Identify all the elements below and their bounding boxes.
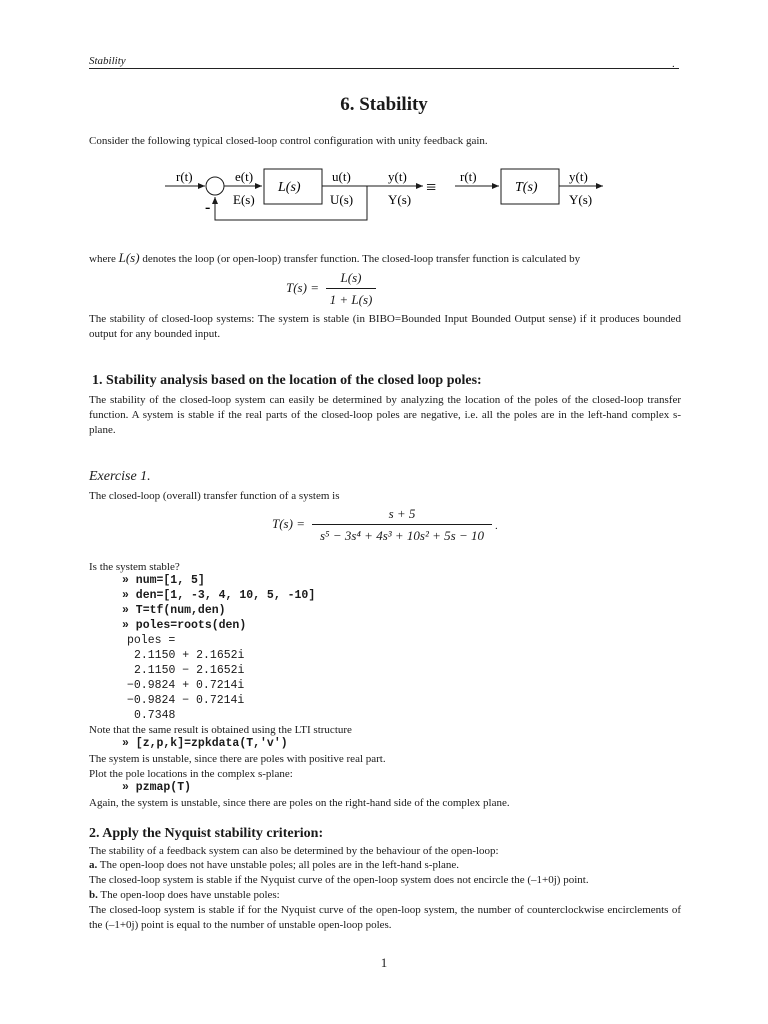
cmd-pzmap: » pzmap(T) <box>122 781 192 794</box>
plot-instruction: Plot the pole locations in the complex s-plane: <box>89 768 293 780</box>
running-header: Stability <box>89 55 126 67</box>
section2-heading: 2. Apply the Nyquist stability criterion: <box>89 826 324 841</box>
label-r: r(t) <box>176 169 193 184</box>
label-L-block: L(s) <box>278 180 301 195</box>
stability-definition: The stability of closed-loop systems: The system is stable (in BIBO=Bounded Input Bounded Output sense) if it produces bounded output for any bounded input. <box>89 313 681 340</box>
page-number: 1 <box>380 955 388 970</box>
case-a-rule: The closed-loop system is stable if the Nyquist curve of the open-loop system does not encircle the (–1+0j) point. <box>89 874 589 886</box>
page-title: 6. Stability <box>340 94 428 115</box>
case-a: a. The open-loop does not have unstable poles; all poles are in the left-hand s-plane. <box>89 859 460 871</box>
label-E: E(s) <box>233 192 255 207</box>
exercise-title: Exercise 1. <box>89 469 151 484</box>
label-minus: - <box>205 199 211 216</box>
where-line: where L(s) denotes the loop (or open-loop) transfer function. The closed-loop transfer function is calculated by <box>89 250 581 265</box>
label-equiv: ≡ <box>426 177 437 197</box>
section2-line1: The stability of a feedback system can also be determined by the behaviour of the open-loop: <box>89 845 499 857</box>
intro-text: Consider the following typical closed-loop control configuration with unity feedback gain. <box>89 135 488 147</box>
eq2-lhs: T(s) = <box>272 516 305 531</box>
label-Y: Y(s) <box>388 192 412 207</box>
pole-5: 0.7348 <box>134 709 176 722</box>
label-r2: r(t) <box>460 169 477 184</box>
cmd-num: » num=[1, 5] <box>122 574 205 587</box>
lti-note: Note that the same result is obtained using the LTI structure <box>89 724 352 736</box>
eq2-denominator: s⁵ − 3s⁴ + 4s³ + 10s² + 5s − 10 <box>320 528 484 543</box>
eq1-denominator: 1 + L(s) <box>329 292 373 307</box>
case-b: b. The open-loop does have unstable poles: <box>89 889 280 901</box>
eq2-fraction-bar <box>312 524 492 525</box>
block-diagram <box>150 160 620 232</box>
unstable-statement-2: Again, the system is unstable, since there are poles on the right-hand side of the complex plane. <box>89 797 510 809</box>
section1-paragraph: The stability of the closed-loop system can easily be determined by analyzing the location of the poles of the closed-loop transfer function. A system is stable if the real parts of the closed-loop poles are negative, i.e. all the poles are in the left-hand complex s-plane. <box>89 394 681 436</box>
output-label: poles = <box>127 634 176 647</box>
label-U: U(s) <box>330 192 354 207</box>
pole-1: 2.1150 + 2.1652i <box>134 649 245 662</box>
header-dot: . <box>672 58 675 70</box>
cmd-zpkdata: » [z,p,k]=zpkdata(T,'v') <box>122 737 288 750</box>
case-b-rule: The closed-loop system is stable if for the Nyquist curve of the open-loop system, the number of counterclockwise encirclements of the (–1+0j) point is equal to the number of unstable open-loop poles. <box>89 904 681 931</box>
pole-4: −0.9824 − 0.7214i <box>127 694 245 707</box>
eq1-numerator: L(s) <box>340 270 362 285</box>
label-y2: y(t) <box>569 169 588 184</box>
cmd-den: » den=[1, -3, 4, 10, 5, -10] <box>122 589 316 602</box>
label-y: y(t) <box>388 169 407 184</box>
pole-3: −0.9824 + 0.7214i <box>127 679 245 692</box>
label-Y2: Y(s) <box>569 192 593 207</box>
eq2-numerator: s + 5 <box>388 506 416 521</box>
exercise-intro: The closed-loop (overall) transfer function of a system is <box>89 490 340 502</box>
summing-junction <box>206 177 224 195</box>
header-rule <box>89 68 679 69</box>
section1-heading: 1. Stability analysis based on the location of the closed loop poles: <box>92 373 482 388</box>
label-T-block: T(s) <box>515 180 538 195</box>
pole-2: 2.1150 − 2.1652i <box>134 664 245 677</box>
cmd-tf: » T=tf(num,den) <box>122 604 226 617</box>
unstable-statement-1: The system is unstable, since there are poles with positive real part. <box>89 753 386 765</box>
eq1-fraction-bar <box>326 288 376 289</box>
question: Is the system stable? <box>89 561 180 573</box>
label-e: e(t) <box>235 169 254 184</box>
eq1-lhs: T(s) = <box>286 280 319 295</box>
eq2-dot: . <box>495 520 498 532</box>
label-u: u(t) <box>332 169 351 184</box>
cmd-roots: » poles=roots(den) <box>122 619 247 632</box>
